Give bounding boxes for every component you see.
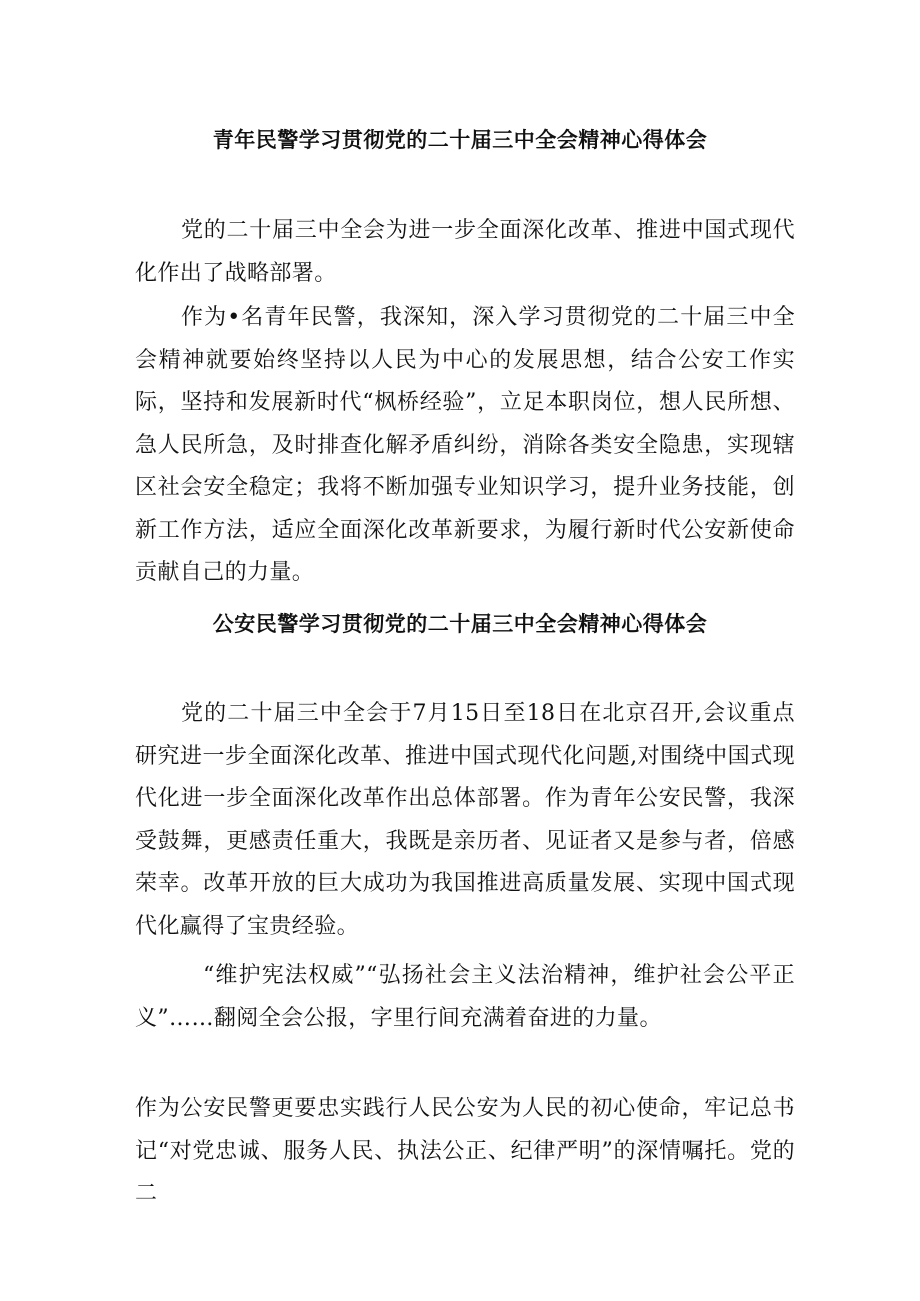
section-2-paragraph-3: 作为公安民警更要忠实践行人民公安为人民的初心使命，牢记总书记“对党忠诚、服务人民、执法公正、纪律严明”的深情嘱托。党的二 — [135, 1096, 795, 1206]
section-2-paragraph-1: 党的二十届三中全会于7月15日至18日在北京召开,会议重点研究进一步全面深化改革、推进中国式现代化问题,对围绕中国式现代化进一步全面深化改革作出总体部署。作为青年公安民警，我深受鼓舞，更感责任重大，我既是亲历者、见证者又是参与者，倍感荣幸。改革开放的巨大成功为我国推进高质量发展、实现中国式现代化赢得了宝贵经验。 — [135, 701, 795, 939]
section-2-paragraph-2: “维护宪法权威”“弘扬社会主义法治精神，维护社会公平正义”……翻阅全会公报，字里行间充满着奋进的力量。 — [135, 963, 795, 1031]
section-1-title: 青年民警学习贯彻党的二十届三中全会精神心得体会 — [212, 128, 708, 152]
section-2-title: 公安民警学习贯彻党的二十届三中全会精神心得体会 — [212, 612, 708, 636]
section-1-paragraph-1: 党的二十届三中全会为进一步全面深化改革、推进中国式现代化作出了战略部署。 — [135, 218, 795, 286]
section-1-paragraph-2: 作为•名青年民警，我深知，深入学习贯彻党的二十届三中全会精神就要始终坚持以人民为中心的发展思想，结合公安工作实际，坚持和发展新时代“枫桥经验”，立足本职岗位，想人民所想、急人民所急，及时排查化解矛盾纠纷，消除各类安全隐患，实现辖区社会安全稳定；我将不断加强专业知识学习，提升业务技能，创新工作方法，适应全面深化改革新要求，为履行新时代公安新使命贡献自己的力量。 — [135, 305, 795, 585]
